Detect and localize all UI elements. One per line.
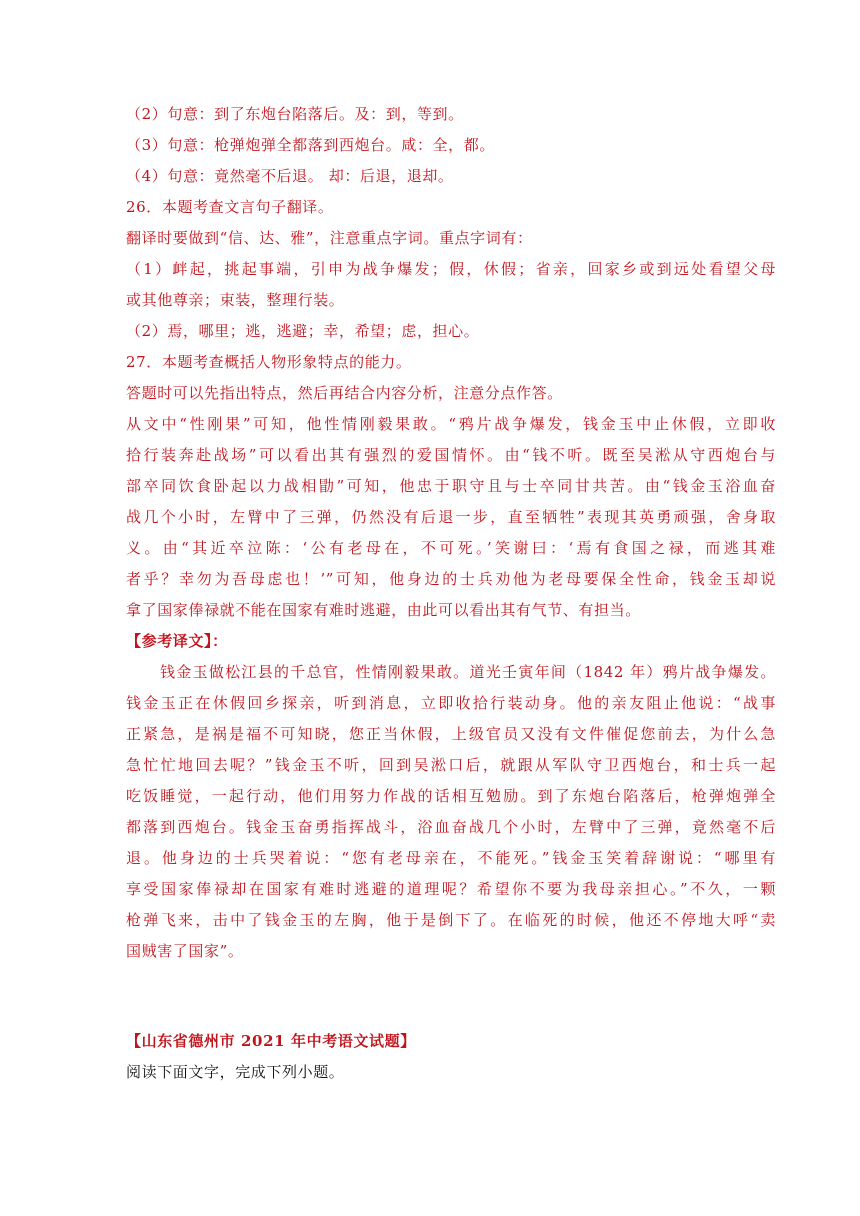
translation-line-6: 都落到西炮台。钱金玉奋勇指挥战斗，浴血奋战几个小时，左臂中了三弹，竟然毫不后 [126,818,776,836]
question-27-analysis-line-6: 者乎？幸勿为吾母虑也！’”可知，他身边的士兵劝他为老母要保全性命，钱金玉却说 [126,570,776,588]
translation-line-5: 吃饭睡觉，一起行动，他们用努力作战的话相互勉励。到了东炮台陷落后，枪弹炮弹全 [126,787,776,805]
answer-line-4: （4）句意：竟然毫不后退。 却：后退，退却。 [126,167,454,185]
translation-heading: 【参考译文】： [126,632,228,650]
question-26-item-2: （2）焉，哪里；逃，逃避；幸，希望；虑，担心。 [126,322,480,340]
translation-line-8: 享受国家俸禄却在国家有难时逃避的道理呢？希望你不要为我母亲担心。”不久，一颗 [126,880,776,898]
question-27-analysis-line-5: 义。由“其近卒泣陈：‘公有老母在，不可死。’笑谢曰：‘焉有食国之禄，而逃其难 [126,539,776,557]
question-27-analysis-line-3: 部卒同饮食卧起以力战相勖”可知，他忠于职守且与士卒同甘共苦。由“钱金玉浴血奋 [126,477,776,495]
question-27-title: 27．本题考查概括人物形象特点的能力。 [126,353,412,371]
question-27-intro: 答题时可以先指出特点，然后再结合内容分析，注意分点作答。 [126,384,563,402]
question-27-analysis-line-1: 从文中“性刚果”可知，他性情刚毅果敢。“鸦片战争爆发，钱金玉中止休假，立即收 [126,415,776,433]
translation-line-4: 急忙忙地回去呢？”钱金玉不听，回到吴淞口后，就跟从军队守卫西炮台，和士兵一起 [126,756,776,774]
section-instruction: 阅读下面文字，完成下列小题。 [126,1063,345,1081]
answer-line-2: （2）句意：到了东炮台陷落后。及：到，等到。 [126,105,464,123]
question-27-analysis-line-4: 战几个小时，左臂中了三弹，仍然没有后退一步，直至牺牲”表现其英勇顽强，舍身取 [126,508,776,526]
question-26-intro: 翻译时要做到“信、达、雅”，注意重点字词。重点字词有： [126,229,533,247]
translation-line-2: 钱金玉正在休假回乡探亲，听到消息，立即收拾行装动身。他的亲友阻止他说：“战事 [126,694,776,712]
translation-line-3: 正紧急，是祸是福不可知晓，您正当休假，上级官员又没有文件催促您前去，为什么急 [126,725,776,743]
question-26-item-1a: （1）衅起，挑起事端，引申为战争爆发；假，休假；省亲，回家乡或到远处看望父母 [126,260,776,278]
translation-line-10: 国贼害了国家”。 [126,942,244,960]
translation-line-9: 枪弹飞来，击中了钱金玉的左胸，他于是倒下了。在临死的时候，他还不停地大呼“卖 [126,911,776,929]
section-heading: 【山东省德州市 2021 年中考语文试题】 [126,1032,416,1050]
question-26-item-1b: 或其他尊亲；束装，整理行装。 [126,291,345,309]
question-27-analysis-line-7: 拿了国家俸禄就不能在国家有难时逃避，由此可以看出其有气节、有担当。 [126,601,641,619]
answer-line-3: （3）句意：枪弹炮弹全都落到西炮台。咸：全，都。 [126,136,495,154]
translation-line-7: 退。他身边的士兵哭着说：“您有老母亲在，不能死。”钱金玉笑着辞谢说：“哪里有 [126,849,776,867]
question-27-analysis-line-2: 拾行装奔赴战场”可以看出其有强烈的爱国情怀。由“钱不听。既至吴淞从守西炮台与 [126,446,776,464]
question-26-title: 26．本题考查文言句子翻译。 [126,198,334,216]
translation-line-1: 钱金玉做松江县的千总官，性情刚毅果敢。道光壬寅年间（1842 年）鸦片战争爆发。 [160,663,776,681]
